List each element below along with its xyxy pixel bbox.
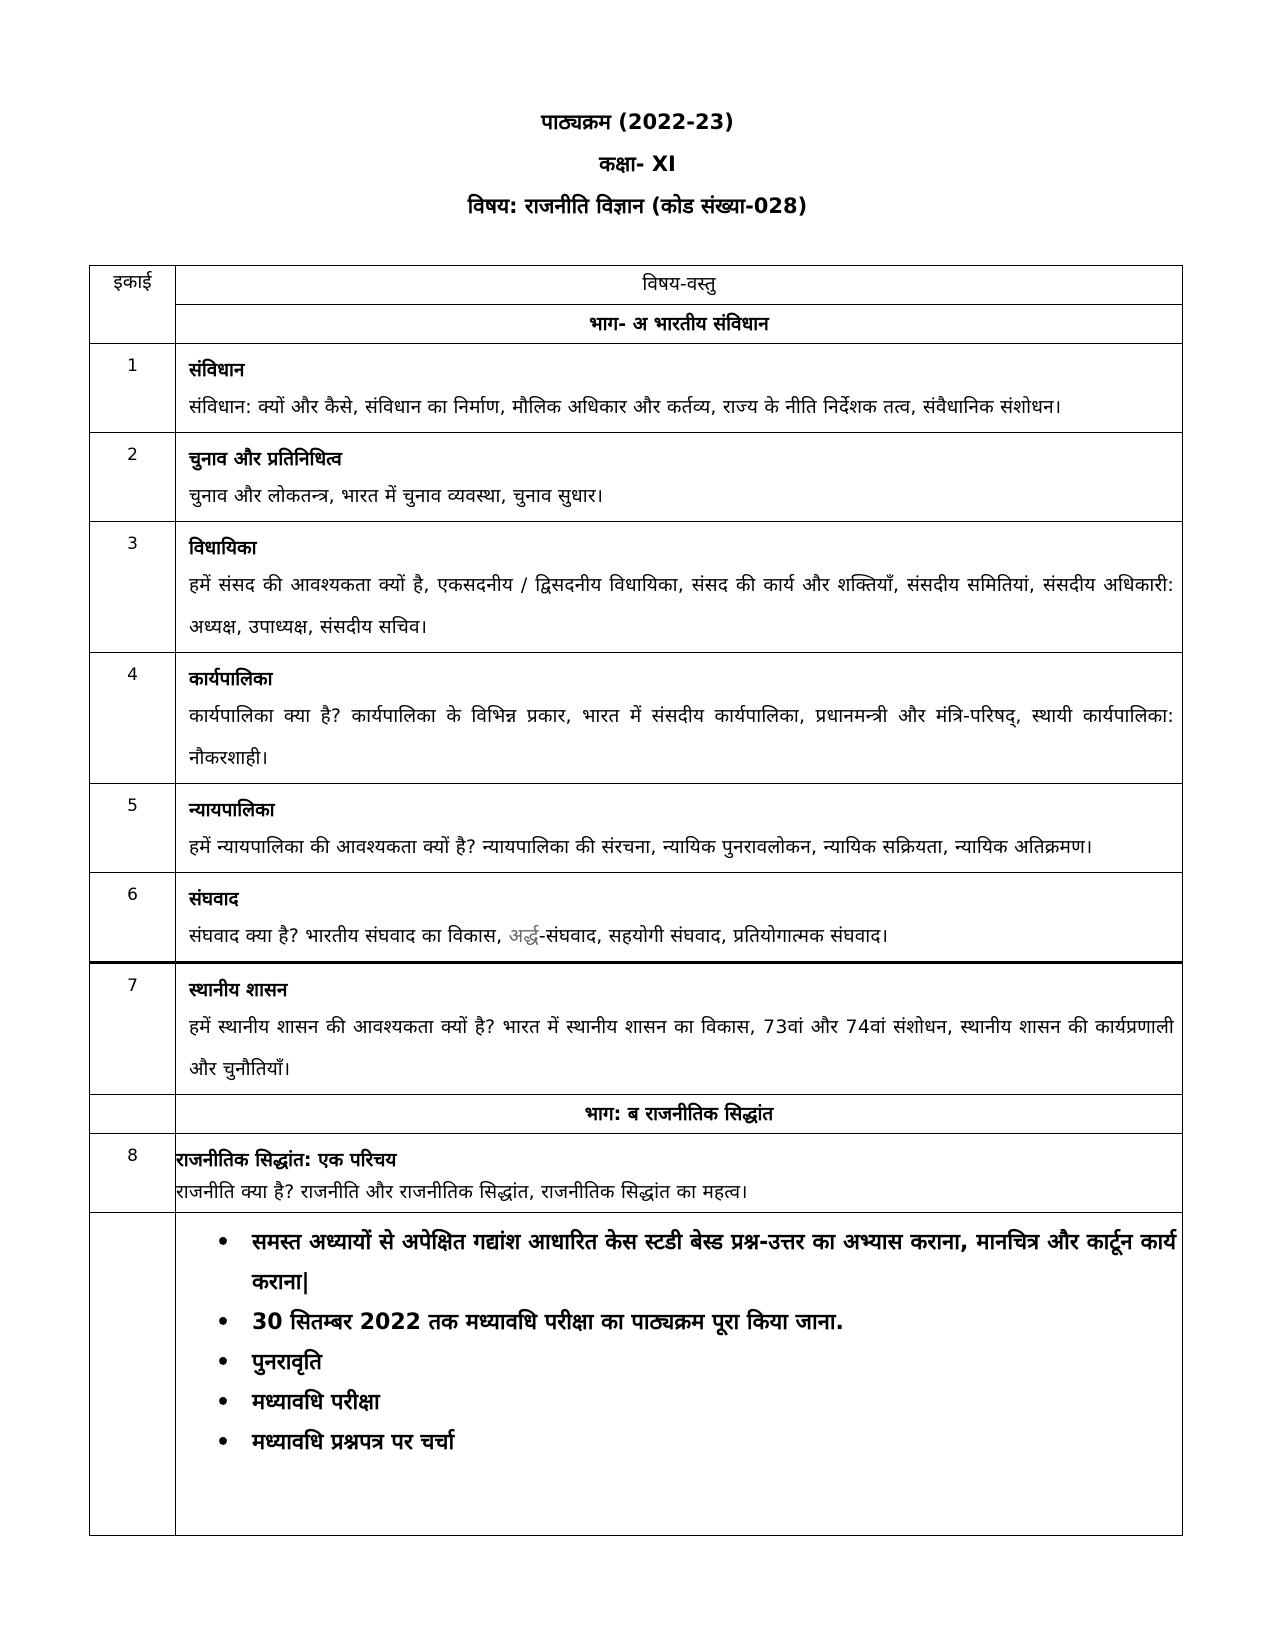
unit-description: हमें संसद की आवश्यकता क्यों है, एकसदनीय / द्विसदनीय विधायिका, संसद की कार्य और शक्तियाँ, संसदीय समितियां, संसदीय अधिकारी: अध्यक्ष, उपाध्यक्ष, संसदीय सचिव। <box>189 574 1174 638</box>
content-column-header: विषय-वस्तु <box>176 266 1183 305</box>
notes-cell <box>176 1213 1183 1536</box>
subject-label: विषय: राजनीति विज्ञान (कोड संख्या-028) <box>467 194 808 218</box>
bullet-icon: • <box>216 1430 231 1455</box>
unit-description: चुनाव और लोकतन्त्र, भारत में चुनाव व्यवस्था, चुनाव सुधार। <box>189 485 604 507</box>
table-row <box>90 1134 1183 1213</box>
unit-content <box>176 344 1183 433</box>
notes-list <box>210 1223 1176 1463</box>
unit-description: राजनीति क्या है? राजनीति और राजनीतिक सिद्धांत, राजनीतिक सिद्धांत का महत्व। <box>176 1181 748 1203</box>
unit-description: हमें न्यायपालिका की आवश्यकता क्यों है? न्यायपालिका की संरचना, न्यायिक पुनरावलोकन, न्यायिक सक्रियता, न्यायिक अतिक्रमण। <box>189 836 1093 858</box>
table-row <box>90 653 1183 784</box>
unit-description <box>189 915 1174 957</box>
list-item: • मध्यावधि परीक्षा <box>210 1383 1176 1423</box>
unit-number: 3 <box>90 522 176 653</box>
unit-number: 6 <box>90 873 176 963</box>
table-header-row <box>90 266 1183 305</box>
table-row <box>90 963 1183 1095</box>
unit-content <box>176 784 1183 873</box>
unit-title: संघवाद <box>189 888 239 910</box>
unit-description-part: संघवाद क्या है? भारतीय संघवाद का विकास, <box>189 925 509 947</box>
table-row <box>90 433 1183 522</box>
unit-number: 8 <box>90 1134 176 1213</box>
unit-description: संविधान: क्यों और कैसे, संविधान का निर्माण, मौलिक अधिकार और कर्तव्य, राज्य के नीति निर्देशक तत्व, संवैधानिक संशोधन। <box>189 396 1062 418</box>
syllabus-table <box>89 265 1183 1536</box>
unit-title: न्यायपालिका <box>189 799 275 821</box>
bullet-icon: • <box>216 1350 231 1375</box>
unit-content <box>176 433 1183 522</box>
list-item: • मध्यावधि प्रश्नपत्र पर चर्चा <box>210 1423 1176 1463</box>
table-row <box>90 873 1183 963</box>
table-row <box>90 784 1183 873</box>
table-row <box>90 522 1183 653</box>
part-a-heading: भाग- अ भारतीय संविधान <box>176 305 1183 344</box>
unit-number: 2 <box>90 433 176 522</box>
unit-content <box>176 522 1183 653</box>
unit-content <box>176 1134 1183 1213</box>
list-item: • पुनरावृति <box>210 1343 1176 1383</box>
unit-column-header: इकाई <box>90 266 176 344</box>
empty-cell <box>90 1213 176 1536</box>
bullet-icon: • <box>216 1310 231 1335</box>
unit-title: चुनाव और प्रतिनिधित्व <box>189 448 342 470</box>
part-b-heading: भाग: ब राजनीतिक सिद्धांत <box>176 1095 1183 1134</box>
unit-content <box>176 873 1183 963</box>
unit-title: राजनीतिक सिद्धांत: एक परिचय <box>176 1149 397 1171</box>
unit-number: 1 <box>90 344 176 433</box>
notes-row <box>90 1213 1183 1536</box>
list-item: • समस्त अध्यायों से अपेक्षित गद्यांश आधारित केस स्टडी बेस्ड प्रश्न-उत्तर का अभ्यास कराना, मानचित्र और कार्टून कार्य कराना| <box>210 1223 1176 1303</box>
unit-title: स्थानीय शासन <box>189 979 288 1001</box>
unit-number: 5 <box>90 784 176 873</box>
part-a-row <box>90 305 1183 344</box>
unit-description: कार्यपालिका क्या है? कार्यपालिका के विभिन्न प्रकार, भारत में संसदीय कार्यपालिका, प्रधानमन्त्री और मंत्रि-परिषद्, स्थायी कार्यपालिका: नौकरशाही। <box>189 705 1174 769</box>
part-b-row <box>90 1095 1183 1134</box>
class-label: कक्षा- XI <box>599 152 676 176</box>
unit-content <box>176 653 1183 784</box>
unit-description-part: -संघवाद, सहयोगी संघवाद, प्रतियोगात्मक संघवाद। <box>538 925 889 947</box>
unit-title: कार्यपालिका <box>189 668 273 690</box>
syllabus-title: पाठ्यक्रम (2022-23) <box>541 110 734 134</box>
unit-number: 4 <box>90 653 176 784</box>
unit-title: विधायिका <box>189 537 257 559</box>
bullet-icon: • <box>216 1230 231 1255</box>
unit-content <box>176 963 1183 1095</box>
list-item: • 30 सितम्बर 2022 तक मध्यावधि परीक्षा का पाठ्यक्रम पूरा किया जाना. <box>210 1303 1176 1343</box>
empty-cell <box>90 1095 176 1134</box>
unit-number: 7 <box>90 963 176 1095</box>
unit-description-muted: अर्द्ध <box>508 925 539 947</box>
table-row <box>90 344 1183 433</box>
unit-title: संविधान <box>189 359 245 381</box>
unit-description: हमें स्थानीय शासन की आवश्यकता क्यों है? भारत में स्थानीय शासन का विकास, 73वां और 74वां संशोधन, स्थानीय शासन की कार्यप्रणाली और चुनौतियाँ। <box>189 1016 1174 1080</box>
bullet-icon: • <box>216 1390 231 1415</box>
